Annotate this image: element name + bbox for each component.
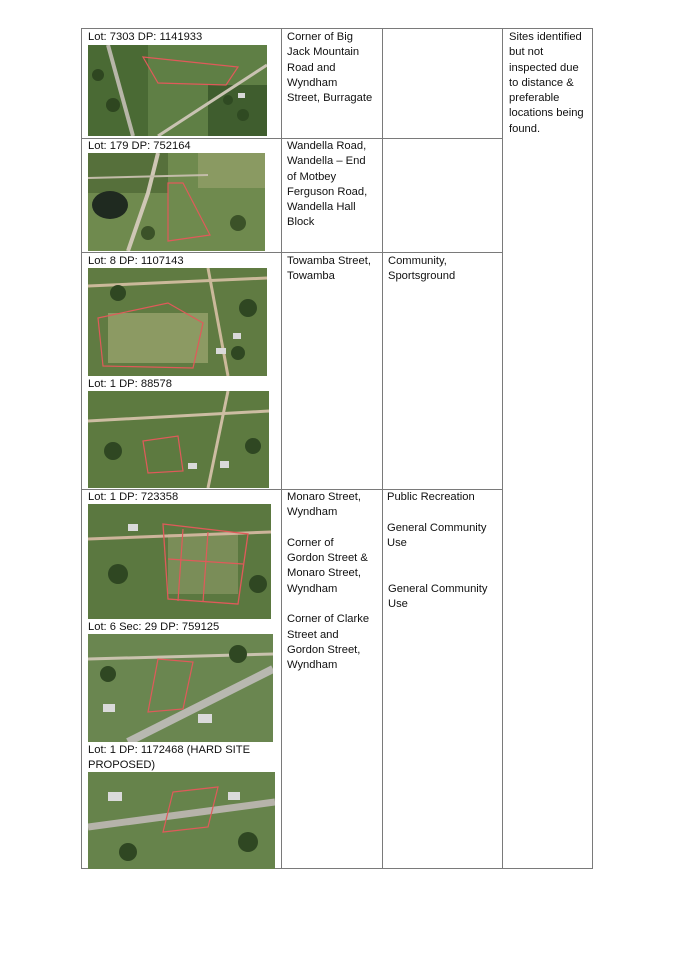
lot-label: Lot: 6 Sec: 29 DP: 759125 xyxy=(88,621,220,633)
aerial-photo-wandella xyxy=(88,153,265,251)
location-text: Corner of Big Jack Mountain Road and Wyndham Street, Burragate xyxy=(287,31,373,105)
lot-label: Lot: 7303 DP: 1141933 xyxy=(88,31,203,43)
aerial-photo-burragate xyxy=(88,45,267,136)
aerial-photo-towamba-community xyxy=(88,391,269,488)
lot-label: Lot: 8 DP: 1107143 xyxy=(88,255,184,267)
aerial-photo-wyndham-hard-site xyxy=(88,772,275,869)
location-text: Wandella Road, Wandella – End of Motbey Ferguson Road, Wandella Hall Block xyxy=(287,140,368,229)
aerial-photo-wyndham-community-1 xyxy=(88,634,273,742)
comment-text: Sites identified but not inspected due to distance & preferable locations being found. xyxy=(509,31,584,135)
column-divider xyxy=(382,28,383,869)
lot-label: Lot: 1 DP: 1172468 (HARD SITE PROPOSED) xyxy=(88,744,251,772)
zoning-text: General Community Use xyxy=(387,522,487,550)
zoning-text: Public Recreation xyxy=(387,491,475,503)
aerial-photo-towamba-sportsground xyxy=(88,268,267,376)
lot-label: Lot: 1 DP: 723358 xyxy=(88,491,179,503)
column-divider xyxy=(502,28,503,869)
zoning-text: Community, Sportsground xyxy=(388,255,456,283)
location-text: Towamba Street, Towamba xyxy=(287,255,371,283)
aerial-photo-wyndham-recreation xyxy=(88,504,271,619)
lot-label: Lot: 179 DP: 752164 xyxy=(88,140,191,152)
zoning-text: General Community Use xyxy=(388,583,488,611)
lot-label: Lot: 1 DP: 88578 xyxy=(88,378,172,390)
location-text: Monaro Street, Wyndham Corner of Gordon Street & Monaro Street, Wyndham Corner of Clarke Street and Gordon Street, Wyndham xyxy=(287,491,370,672)
column-divider xyxy=(281,28,282,869)
row-divider xyxy=(81,252,502,253)
